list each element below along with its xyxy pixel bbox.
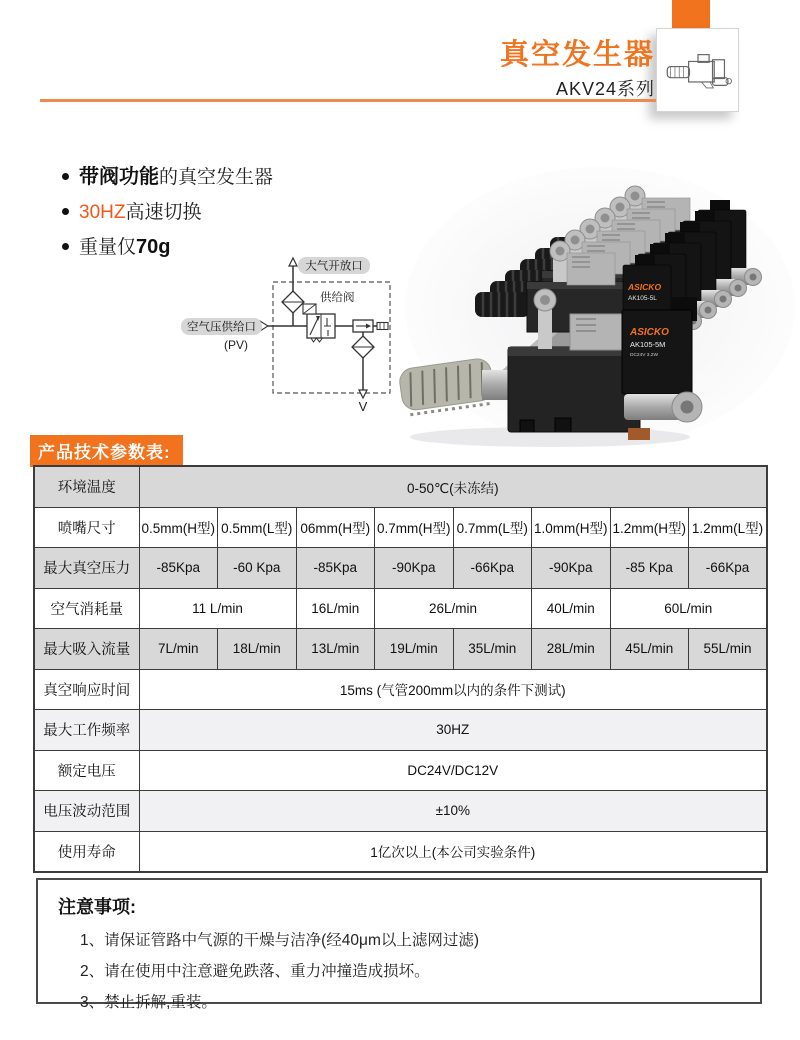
product-sketch-icon	[662, 35, 734, 105]
pv-label: (PV)	[224, 338, 248, 352]
feature-weight: 重量仅70g	[62, 230, 273, 265]
table-cell: 60L/min	[610, 588, 767, 629]
table-row	[34, 466, 767, 507]
table-cell: 35L/min	[453, 629, 532, 670]
table-cell: 16L/min	[296, 588, 375, 629]
feature-valve-function: 带阀功能的真空发生器	[62, 160, 273, 195]
table-cell: -90Kpa	[375, 548, 454, 589]
up-arrow-icon	[289, 258, 297, 266]
vacuum-port-label: V	[358, 399, 368, 414]
table-row	[34, 750, 767, 791]
row-label: 电压波动范围	[34, 791, 139, 832]
table-cell: 0.7mm(L型)	[453, 507, 532, 548]
supply-valve-label: 供给阀	[320, 292, 355, 304]
table-cell: -60 Kpa	[218, 548, 297, 589]
table-cell: 18L/min	[218, 629, 297, 670]
table-cell: 11 L/min	[139, 588, 296, 629]
table-cell: 06mm(H型)	[296, 507, 375, 548]
table-cell: 1.0mm(H型)	[532, 507, 611, 548]
atmosphere-port-label: 大气开放口	[305, 260, 363, 273]
table-cell: 19L/min	[375, 629, 454, 670]
table-cell: 28L/min	[532, 629, 611, 670]
table-row	[34, 507, 767, 548]
table-cell: 30HZ	[139, 710, 767, 751]
table-cell: DC24V/DC12V	[139, 750, 767, 791]
model-label-manifold: AK105-5L	[628, 295, 657, 302]
table-row	[34, 669, 767, 710]
bullet-icon	[62, 173, 69, 180]
row-label: 喷嘴尺寸	[34, 507, 139, 548]
table-cell: 1亿次以上(本公司实验条件)	[139, 831, 767, 872]
corner-accent-tab	[672, 0, 710, 30]
supply-valve-symbol	[303, 304, 335, 342]
table-cell: -90Kpa	[532, 548, 611, 589]
row-label: 最大吸入流量	[34, 629, 139, 670]
table-row	[34, 588, 767, 629]
product-thumbnail-box	[656, 28, 739, 112]
page-title: 真空发生器	[499, 39, 655, 71]
table-cell: 45L/min	[610, 629, 689, 670]
row-label: 空气消耗量	[34, 588, 139, 629]
table-cell: 0.5mm(L型)	[218, 507, 297, 548]
table-cell: 55L/min	[689, 629, 768, 670]
spec-table-body	[34, 466, 767, 872]
model-label-single: AK105-5M	[630, 340, 666, 349]
table-row	[34, 548, 767, 589]
coil-sub-label: DC24V 3.2W	[630, 353, 658, 358]
table-cell: -66Kpa	[689, 548, 768, 589]
table-cell: -85 Kpa	[610, 548, 689, 589]
row-label: 真空响应时间	[34, 669, 139, 710]
table-row	[34, 831, 767, 872]
row-label: 使用寿命	[34, 831, 139, 872]
table-cell: ±10%	[139, 791, 767, 832]
row-label: 最大真空压力	[34, 548, 139, 589]
bullet-icon	[62, 243, 69, 250]
filter-symbol	[282, 291, 304, 313]
table-cell: 0-50℃(未冻结)	[139, 466, 767, 507]
table-cell: 7L/min	[139, 629, 218, 670]
table-cell: 26L/min	[375, 588, 532, 629]
table-cell: -85Kpa	[296, 548, 375, 589]
pneumatic-circuit-diagram	[170, 250, 420, 420]
table-cell: 1.2mm(L型)	[689, 507, 768, 548]
table-row	[34, 629, 767, 670]
product-photo	[390, 142, 800, 452]
brand-logo: ASICKO	[630, 327, 669, 338]
note-item: 2、请在使用中注意避免跌落、重力冲撞造成损坏。	[80, 963, 430, 980]
table-row	[34, 791, 767, 832]
spec-table	[33, 465, 768, 873]
table-cell: 0.5mm(H型)	[139, 507, 218, 548]
feature-switch-speed: 30HZ高速切换	[62, 195, 273, 230]
brand-logo: ASICKO	[628, 282, 662, 292]
note-item: 3、禁止拆解,重装。	[80, 994, 217, 1011]
note-item: 1、请保证管路中气源的干燥与洁净(经40μm以上滤网过滤)	[80, 932, 480, 949]
header-divider	[40, 99, 656, 102]
air-supply-port-label: 空气压供给口	[187, 321, 256, 334]
table-cell: -66Kpa	[453, 548, 532, 589]
down-arrow-icon	[359, 390, 367, 398]
filter-symbol	[352, 336, 374, 358]
table-cell: -85Kpa	[139, 548, 218, 589]
spec-table-title: 产品技术参数表:	[30, 435, 183, 467]
page-series: AKV24系列	[555, 79, 655, 99]
table-cell: 0.7mm(H型)	[375, 507, 454, 548]
table-row	[34, 710, 767, 751]
table-cell: 1.2mm(H型)	[610, 507, 689, 548]
row-label: 环境温度	[34, 466, 139, 507]
row-label: 额定电压	[34, 750, 139, 791]
ejector-symbol	[353, 320, 388, 332]
notes-title: 注意事项:	[58, 897, 136, 917]
table-cell: 15ms (气管200mm以内的条件下测试)	[139, 669, 767, 710]
notes-box	[36, 878, 762, 1011]
table-cell: 13L/min	[296, 629, 375, 670]
row-label: 最大工作频率	[34, 710, 139, 751]
bullet-icon	[62, 208, 69, 215]
table-cell: 40L/min	[532, 588, 611, 629]
